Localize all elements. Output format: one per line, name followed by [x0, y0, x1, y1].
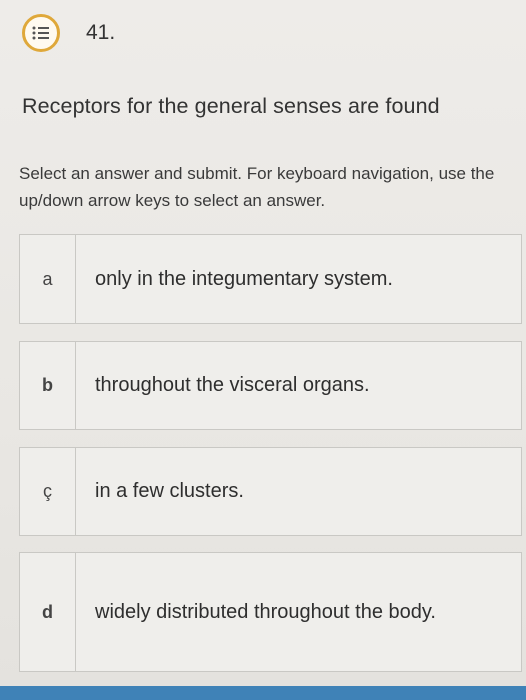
option-text: only in the integumentary system.	[95, 267, 393, 290]
question-header	[22, 14, 115, 52]
question-number: 41.	[86, 21, 116, 44]
answer-instructions: Select an answer and submit. For keyboard navigation, use the up/down arrow keys to select an answer.	[19, 164, 495, 210]
option-text: in a few clusters.	[95, 480, 244, 502]
answer-option-a[interactable]	[19, 234, 522, 324]
list-icon[interactable]	[22, 14, 60, 52]
option-text: widely distributed throughout the body.	[95, 600, 436, 623]
option-letter: a	[20, 235, 76, 323]
answer-option-d[interactable]	[19, 552, 522, 672]
option-letter: ç	[20, 448, 76, 535]
option-letter: b	[20, 342, 76, 429]
option-letter: d	[20, 553, 76, 671]
answer-option-b[interactable]	[19, 341, 522, 430]
bottom-bar	[0, 686, 526, 700]
question-prompt: Receptors for the general senses are found	[22, 94, 440, 118]
option-text: throughout the visceral organs.	[95, 374, 370, 396]
answer-option-c[interactable]	[19, 447, 522, 536]
